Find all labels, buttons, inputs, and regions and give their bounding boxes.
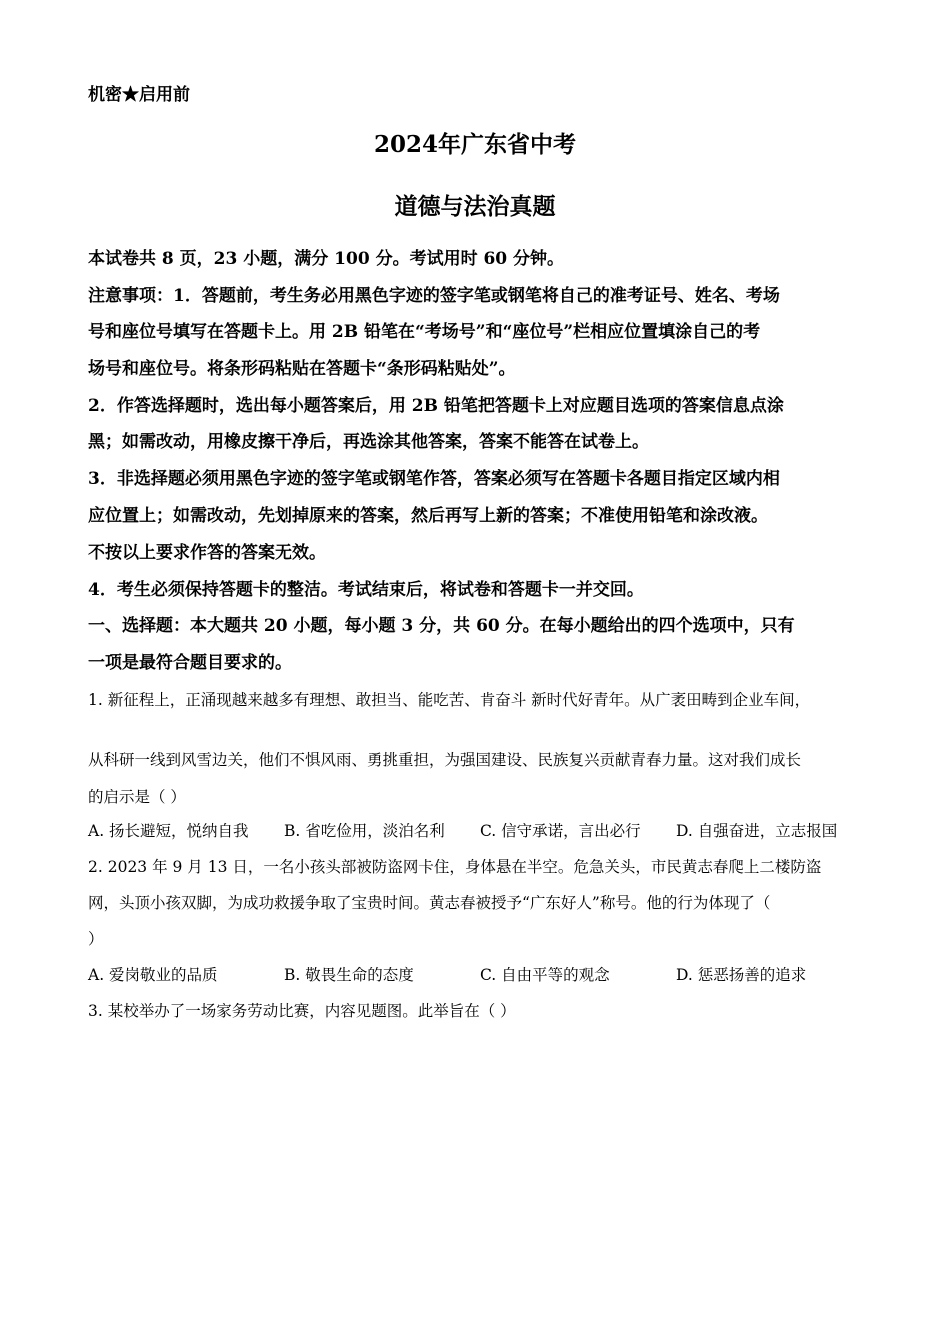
option-d: D. 自强奋进，立志报国 — [676, 822, 838, 840]
instruction-line: 应位置上；如需改动，先划掉原来的答案，然后再写上新的答案；不准使用铅笔和涂改液。 — [88, 506, 768, 526]
exam-subtitle: 道德与法治真题 — [394, 193, 556, 220]
question-3-text: 3. 某校举办了一场家务劳动比赛，内容见题图。此举旨在（ ） — [88, 1002, 516, 1020]
question-2-text: ） — [88, 930, 104, 948]
question-2-options — [88, 963, 878, 985]
question-1-text: 的启示是（ ） — [88, 788, 186, 806]
option-b: B. 敬畏生命的态度 — [284, 966, 414, 984]
question-1-text: 1. 新征程上，正涌现越来越多有理想、敢担当、能吃苦、肯奋斗 新时代好青年。从广袤田畴到企业车间， — [88, 691, 811, 709]
option-d: D. 惩恶扬善的追求 — [676, 966, 807, 984]
instruction-line: 3．非选择题必须用黑色字迹的签字笔或钢笔作答，答案必须写在答题卡各题目指定区域内相 — [88, 469, 780, 489]
instruction-line: 本试卷共 8 页，23 小题，满分 100 分。考试用时 60 分钟。 — [88, 249, 565, 269]
question-1-options — [88, 819, 878, 841]
option-b: B. 省吃俭用，淡泊名利 — [284, 822, 445, 840]
instruction-line: 4．考生必须保持答题卡的整洁。考试结束后，将试卷和答题卡一并交回。 — [88, 580, 644, 600]
option-c: C. 信守承诺，言出必行 — [480, 822, 641, 840]
question-1-text: 从科研一线到风雪边关，他们不惧风雨、勇挑重担，为强国建设、民族复兴贡献青春力量。这对我们成长 — [88, 751, 802, 769]
instruction-line: 不按以上要求作答的答案无效。 — [88, 543, 326, 563]
section-heading: 一、选择题：本大题共 20 小题，每小题 3 分，共 60 分。在每小题给出的四个选项中，只有 — [88, 616, 795, 636]
instruction-line: 黑；如需改动，用橡皮擦干净后，再选涂其他答案，答案不能答在试卷上。 — [88, 432, 649, 452]
instruction-line: 号和座位号填写在答题卡上。用 2B 铅笔在“考场号”和“座位号”栏相应位置填涂自己的考 — [88, 322, 761, 342]
section-heading: 一项是最符合题目要求的。 — [88, 653, 292, 673]
option-a: A. 爱岗敬业的品质 — [88, 966, 218, 984]
option-c: C. 自由平等的观念 — [480, 966, 610, 984]
instruction-line: 注意事项：1．答题前，考生务必用黑色字迹的签字笔或钢笔将自己的准考证号、姓名、考场 — [88, 286, 780, 306]
question-2-text: 网，头顶小孩双脚，为成功救援争取了宝贵时间。黄志春被授予“广东好人”称号。他的行为体现了（ — [88, 894, 771, 912]
exam-title: 2024年广东省中考 — [373, 131, 576, 158]
option-a: A. 扬长避短，悦纳自我 — [88, 822, 249, 840]
confidential-notice: 机密★启用前 — [88, 85, 190, 105]
instruction-line: 场号和座位号。将条形码粘贴在答题卡“条形码粘贴处”。 — [88, 359, 516, 379]
question-2-text: 2. 2023 年 9 月 13 日，一名小孩头部被防盗网卡住，身体悬在半空。危急关头，市民黄志春爬上二楼防盗 — [88, 858, 822, 876]
instruction-line: 2．作答选择题时，选出每小题答案后，用 2B 铅笔把答题卡上对应题目选项的答案信息点涂 — [88, 396, 784, 416]
